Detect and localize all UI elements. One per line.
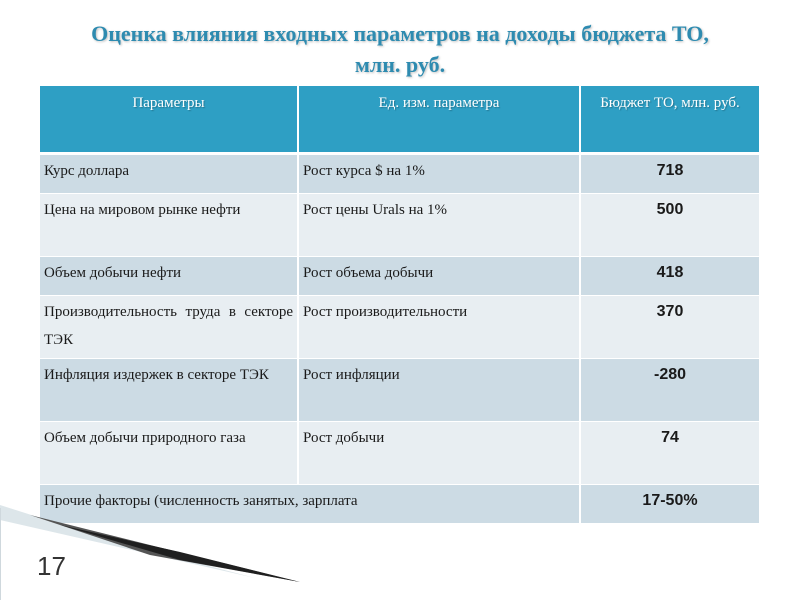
swoosh-black-stroke [60, 525, 300, 582]
slide-title-line-1: Оценка влияния входных параметров на доходы бюджета ТО, [91, 21, 709, 46]
page-number: 17 [37, 551, 66, 581]
slide-title-line-2: млн. руб. [354, 52, 446, 77]
row-unit: Рост производительности [298, 296, 580, 359]
row-parameter: Объем добычи нефти [40, 257, 298, 296]
row-unit: Рост объема добычи [298, 257, 580, 296]
row-unit: Рост курса $ на 1% [298, 154, 580, 194]
row-value: 370 [580, 296, 759, 359]
header-budget: Бюджет ТО, млн. руб. [580, 86, 759, 154]
row-value: 418 [580, 257, 759, 296]
row-parameter: Инфляция издержек в секторе ТЭК [40, 359, 298, 422]
row-parameter: Объем добычи природного газа [40, 422, 298, 485]
row-unit: Рост добычи [298, 422, 580, 485]
row-unit: Рост инфляции [298, 359, 580, 422]
row-value: 500 [580, 194, 759, 257]
row-value: -280 [580, 359, 759, 422]
header-parameters: Параметры [40, 86, 298, 154]
row-parameter: Производительность труда в секторе ТЭК [40, 296, 298, 359]
row-value: 17-50% [580, 485, 759, 524]
row-unit: Рост цены Urals на 1% [298, 194, 580, 257]
row-parameter: Прочие факторы (численность занятых, зарплата [40, 485, 580, 524]
row-parameter: Курс доллара [40, 154, 298, 194]
header-unit: Ед. изм. параметра [298, 86, 580, 154]
row-parameter: Цена на мировом рынке нефти [40, 194, 298, 257]
row-value: 74 [580, 422, 759, 485]
row-value: 718 [580, 154, 759, 194]
